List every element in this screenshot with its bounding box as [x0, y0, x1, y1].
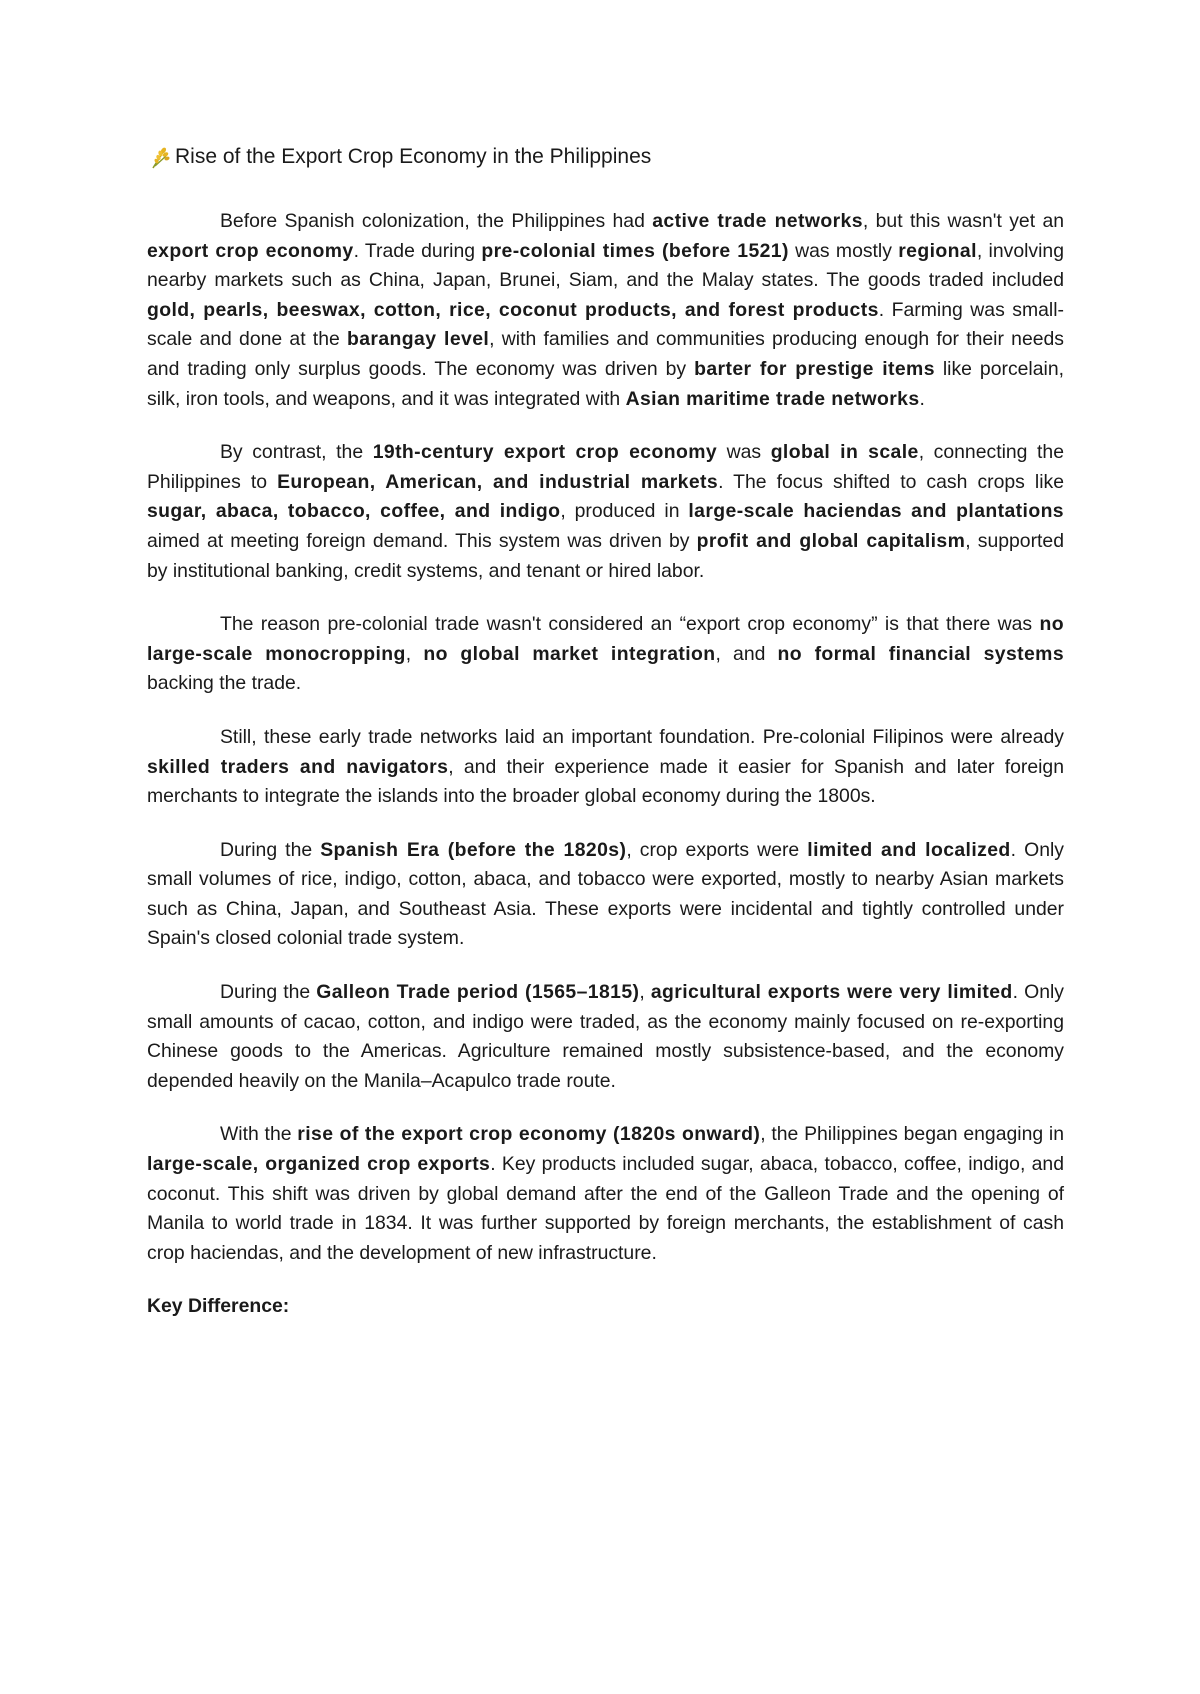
bold-phrase: no large-scale monocropping: [147, 613, 1064, 665]
paragraph-early-foundation: [147, 723, 1064, 812]
text-run: backing the trade.: [147, 672, 302, 695]
paragraph-why-not-export-economy: [147, 610, 1064, 699]
text-run: , with families and communities producing enough for their needs and trading only surplus goods. The economy was driven by: [147, 328, 1064, 380]
bold-phrase: limited and localized: [807, 838, 1011, 861]
document-body: [147, 142, 1064, 1322]
bold-phrase: pre-colonial times (before 1521): [481, 239, 789, 262]
rice-sheaf-icon: [147, 144, 171, 170]
text-run: The reason pre-colonial trade wasn't considered an “export crop economy” is that there was: [220, 613, 1040, 636]
bold-phrase: agricultural exports were very limited: [650, 981, 1013, 1004]
bold-phrase: 19th-century export crop economy: [372, 441, 718, 464]
text-run: . Trade during: [353, 239, 482, 262]
text-run: , and: [715, 642, 778, 665]
text-run: like porcelain, silk, iron tools, and weapons, and it was integrated with: [147, 357, 1064, 410]
text-run: , supported by institutional banking, credit systems, and tenant or hired labor.: [147, 529, 1064, 582]
paragraph-rise-of-export-crops: [147, 1120, 1064, 1268]
bold-phrase: global in scale: [770, 441, 919, 464]
text-run: ,: [639, 981, 651, 1004]
text-run: . Key products included sugar, abaca, tobacco, coffee, indigo, and coconut. This shift was driven by global demand after the end of the Galleon Trade and the opening of Manila to world trade in 1834. It was further supported by foreign merchants, the establishment of cash crop haciendas, and the development of new infrastructure.: [147, 1153, 1064, 1264]
text-run: was mostly: [788, 239, 899, 262]
bold-phrase: skilled traders and navigators: [147, 755, 449, 778]
bold-phrase: barangay level: [347, 328, 490, 351]
text-run: By contrast, the: [220, 441, 373, 464]
bold-phrase: no formal financial systems: [777, 642, 1064, 665]
bold-phrase: gold, pearls, beeswax, cotton, rice, coconut products, and forest products: [147, 298, 879, 321]
text-run: , but this wasn't yet an: [862, 210, 1065, 232]
text-run: aimed at meeting foreign demand. This system was driven by: [147, 529, 697, 552]
bold-phrase: sugar, abaca, tobacco, coffee, and indigo: [147, 500, 561, 523]
bold-phrase: Galleon Trade period (1565–1815): [316, 981, 640, 1004]
paragraph-19th-century-economy: [147, 438, 1064, 586]
text-run: , involving nearby markets such as China, Japan, Brunei, Siam, and the Malay states. The goods traded included: [147, 239, 1064, 292]
bold-phrase: export crop economy: [147, 239, 354, 262]
bold-phrase: barter for prestige items: [694, 357, 935, 380]
text-run: , and their experience made it easier for Spanish and later foreign merchants to integrate the islands into the broader global economy during the 1800s.: [147, 755, 1064, 808]
bold-phrase: no global market integration: [423, 642, 716, 665]
bold-phrase: profit and global capitalism: [696, 529, 966, 552]
text-run: . Only small amounts of cacao, cotton, and indigo were traded, as the economy mainly focused on re-exporting Chinese goods to the Americas. Agriculture remained mostly subsistence-based, and the economy depended heavily on the Manila–Acapulco trade route.: [147, 981, 1064, 1092]
text-run: was: [717, 441, 771, 464]
text-run: , crop exports were: [626, 838, 808, 861]
text-run: During the: [220, 981, 317, 1004]
text-run: . Farming was small-scale and done at the: [147, 298, 1064, 351]
text-run: ,: [405, 642, 424, 665]
key-difference-heading: Key Difference:: [147, 1295, 290, 1318]
bold-phrase: large-scale haciendas and plantations: [688, 500, 1064, 523]
bold-phrase: Spanish Era (before the 1820s): [320, 838, 627, 861]
bold-phrase: large-scale, organized crop exports: [147, 1153, 491, 1176]
text-run: During the: [220, 838, 321, 861]
bold-phrase: regional: [898, 239, 977, 262]
text-run: , produced in: [560, 500, 689, 523]
bold-phrase: rise of the export crop economy (1820s onward): [297, 1123, 761, 1146]
text-run: .: [919, 387, 925, 410]
text-run: . Only small volumes of rice, indigo, cotton, abaca, and tobacco were exported, mostly to nearby Asian markets such as China, Japan, and Southeast Asia. These exports were incidental and tightly controlled under Spain's closed colonial trade system.: [147, 838, 1064, 950]
text-run: . The focus shifted to cash crops like: [718, 470, 1065, 493]
text-run: Before Spanish colonization, the Philippines had: [220, 210, 653, 232]
paragraph-spanish-era: [147, 836, 1064, 954]
text-run: , connecting the Philippines to: [147, 441, 1064, 493]
bold-phrase: European, American, and industrial markets: [277, 470, 719, 493]
paragraph-precolonial-trade: [147, 207, 1064, 414]
paragraph-galleon-trade: [147, 978, 1064, 1096]
document-title: [147, 142, 1064, 172]
document-title-text: Rise of the Export Crop Economy in the Philippines: [175, 145, 652, 168]
text-run: , the Philippines began engaging in: [760, 1123, 1065, 1146]
text-run: With the: [220, 1123, 298, 1146]
text-run: Still, these early trade networks laid an important foundation. Pre-colonial Filipinos were already: [220, 725, 1064, 748]
bold-phrase: active trade networks: [652, 210, 863, 232]
bold-phrase: Asian maritime trade networks: [625, 387, 920, 410]
